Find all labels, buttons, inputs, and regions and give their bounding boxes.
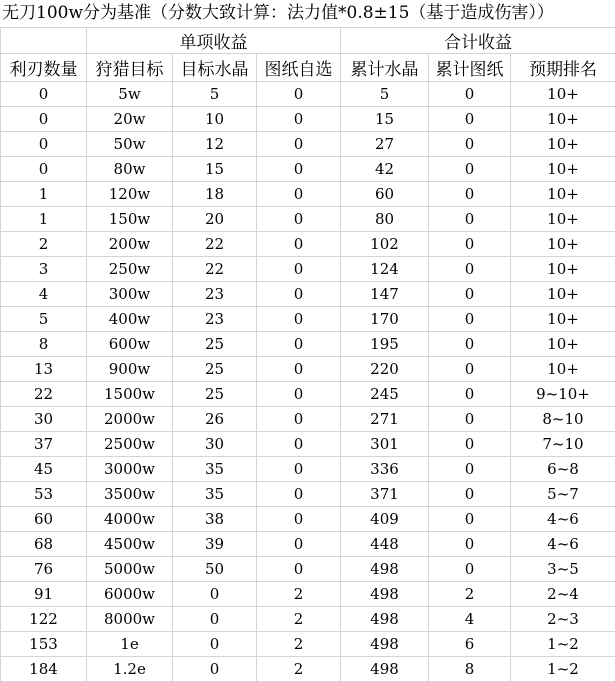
table-cell: 153: [1, 632, 87, 657]
table-body: [1, 82, 615, 682]
table-cell: 600w: [87, 332, 173, 357]
table-cell: 120w: [87, 182, 173, 207]
table-cell: 0: [429, 432, 511, 457]
column-header: 目标水晶: [173, 54, 257, 82]
table-cell: 50w: [87, 132, 173, 157]
table-cell: 18: [173, 182, 257, 207]
table-cell: 3~5: [511, 557, 615, 582]
table-cell: 3: [1, 257, 87, 282]
table-cell: 448: [341, 532, 429, 557]
table-cell: 12: [173, 132, 257, 157]
table-cell: 0: [173, 632, 257, 657]
group-header-blank: [1, 28, 87, 54]
table-cell: 0: [257, 257, 341, 282]
table-row: [1, 232, 615, 257]
table-cell: 10+: [511, 182, 615, 207]
table-cell: 37: [1, 432, 87, 457]
table-cell: 498: [341, 557, 429, 582]
sheet-title: 无刀100w分为基准（分数大致计算：法力值*0.8±15（基于造成伤害））: [0, 0, 615, 27]
table-cell: 150w: [87, 207, 173, 232]
table-cell: 2000w: [87, 407, 173, 432]
table-cell: 0: [257, 282, 341, 307]
table-cell: 35: [173, 482, 257, 507]
table-cell: 2500w: [87, 432, 173, 457]
table-cell: 0: [257, 407, 341, 432]
table-cell: 0: [257, 107, 341, 132]
table-cell: 22: [173, 257, 257, 282]
table-cell: 8~10: [511, 407, 615, 432]
table-cell: 53: [1, 482, 87, 507]
table-cell: 6: [429, 632, 511, 657]
table-cell: 0: [429, 407, 511, 432]
table-cell: 0: [257, 132, 341, 157]
table-cell: 301: [341, 432, 429, 457]
table-cell: 80w: [87, 157, 173, 182]
table-cell: 15: [173, 157, 257, 182]
table-cell: 4500w: [87, 532, 173, 557]
table-row: [1, 132, 615, 157]
table-cell: 102: [341, 232, 429, 257]
table-cell: 0: [173, 582, 257, 607]
table-cell: 336: [341, 457, 429, 482]
table-cell: 42: [341, 157, 429, 182]
table-row: [1, 282, 615, 307]
table-cell: 68: [1, 532, 87, 557]
group-header-single: 单项收益: [87, 28, 341, 54]
table-cell: 5~7: [511, 482, 615, 507]
table-cell: 0: [257, 207, 341, 232]
table-cell: 0: [429, 557, 511, 582]
table-cell: 498: [341, 632, 429, 657]
table-cell: 0: [257, 382, 341, 407]
table-cell: 195: [341, 332, 429, 357]
table-cell: 245: [341, 382, 429, 407]
table-cell: 25: [173, 332, 257, 357]
table-row: [1, 207, 615, 232]
table-cell: 1: [1, 207, 87, 232]
table-cell: 10+: [511, 357, 615, 382]
column-header: 狩猎目标: [87, 54, 173, 82]
table-cell: 0: [257, 357, 341, 382]
table-cell: 3500w: [87, 482, 173, 507]
table-cell: 0: [257, 457, 341, 482]
table-row: [1, 532, 615, 557]
table-cell: 10+: [511, 207, 615, 232]
table-cell: 0: [257, 232, 341, 257]
table-cell: 60: [341, 182, 429, 207]
table-cell: 0: [429, 357, 511, 382]
table-cell: 0: [257, 557, 341, 582]
table-cell: 8: [1, 332, 87, 357]
table-cell: 2: [429, 582, 511, 607]
table-cell: 0: [429, 157, 511, 182]
table-cell: 10+: [511, 157, 615, 182]
table-cell: 5: [173, 82, 257, 107]
table-cell: 7~10: [511, 432, 615, 457]
table-cell: 0: [1, 107, 87, 132]
table-cell: 170: [341, 307, 429, 332]
table-cell: 80: [341, 207, 429, 232]
table-cell: 0: [173, 657, 257, 682]
table-cell: 5: [1, 307, 87, 332]
table-cell: 2: [1, 232, 87, 257]
table-cell: 10+: [511, 82, 615, 107]
column-header-row: [1, 54, 615, 82]
table-cell: 0: [1, 132, 87, 157]
table-cell: 23: [173, 282, 257, 307]
table-cell: 45: [1, 457, 87, 482]
table-cell: 2: [257, 607, 341, 632]
group-header-total: 合计收益: [341, 28, 615, 54]
table-cell: 27: [341, 132, 429, 157]
table-row: [1, 257, 615, 282]
table-cell: 0: [257, 507, 341, 532]
table-cell: 4~6: [511, 532, 615, 557]
table-cell: 0: [429, 457, 511, 482]
group-header-row: [1, 28, 615, 54]
table-cell: 8000w: [87, 607, 173, 632]
table-cell: 1500w: [87, 382, 173, 407]
table-cell: 1: [1, 182, 87, 207]
table-row: [1, 632, 615, 657]
table-cell: 10+: [511, 257, 615, 282]
table-cell: 122: [1, 607, 87, 632]
table-cell: 371: [341, 482, 429, 507]
table-cell: 0: [257, 307, 341, 332]
table-cell: 0: [429, 482, 511, 507]
table-cell: 1~2: [511, 657, 615, 682]
table-cell: 10+: [511, 132, 615, 157]
table-cell: 10+: [511, 282, 615, 307]
table-cell: 0: [173, 607, 257, 632]
table-row: [1, 182, 615, 207]
table-cell: 0: [429, 307, 511, 332]
table-cell: 0: [1, 82, 87, 107]
table-cell: 0: [429, 332, 511, 357]
table-cell: 0: [257, 82, 341, 107]
table-cell: 5: [341, 82, 429, 107]
table-cell: 1.2e: [87, 657, 173, 682]
table-row: [1, 582, 615, 607]
table-cell: 0: [429, 382, 511, 407]
table-cell: 147: [341, 282, 429, 307]
table-cell: 220: [341, 357, 429, 382]
table-cell: 200w: [87, 232, 173, 257]
column-header: 利刃数量: [1, 54, 87, 82]
table-cell: 6~8: [511, 457, 615, 482]
table-cell: 1~2: [511, 632, 615, 657]
table-cell: 0: [257, 482, 341, 507]
table-cell: 50: [173, 557, 257, 582]
table-cell: 5w: [87, 82, 173, 107]
table-cell: 35: [173, 457, 257, 482]
table-cell: 30: [173, 432, 257, 457]
table-cell: 10+: [511, 107, 615, 132]
table-cell: 10: [173, 107, 257, 132]
table-cell: 124: [341, 257, 429, 282]
table-cell: 22: [1, 382, 87, 407]
table-row: [1, 557, 615, 582]
table-cell: 15: [341, 107, 429, 132]
table-cell: 400w: [87, 307, 173, 332]
table-cell: 4000w: [87, 507, 173, 532]
table-cell: 4: [1, 282, 87, 307]
table-cell: 4: [429, 607, 511, 632]
table-cell: 2: [257, 582, 341, 607]
table-cell: 0: [257, 532, 341, 557]
table-cell: 0: [429, 282, 511, 307]
table-cell: 2~4: [511, 582, 615, 607]
table-row: [1, 332, 615, 357]
table-cell: 0: [257, 432, 341, 457]
table-cell: 271: [341, 407, 429, 432]
table-cell: 3000w: [87, 457, 173, 482]
table-cell: 60: [1, 507, 87, 532]
column-header: 累计水晶: [341, 54, 429, 82]
table-row: [1, 432, 615, 457]
table-row: [1, 607, 615, 632]
table-row: [1, 457, 615, 482]
table-cell: 38: [173, 507, 257, 532]
table-cell: 2: [257, 632, 341, 657]
table-cell: 25: [173, 382, 257, 407]
table-cell: 20: [173, 207, 257, 232]
table-cell: 0: [429, 132, 511, 157]
table-cell: 300w: [87, 282, 173, 307]
table-row: [1, 507, 615, 532]
table-cell: 900w: [87, 357, 173, 382]
table-cell: 76: [1, 557, 87, 582]
table-cell: 0: [429, 532, 511, 557]
data-table: [0, 27, 615, 682]
table-cell: 498: [341, 657, 429, 682]
table-cell: 498: [341, 607, 429, 632]
table-cell: 6000w: [87, 582, 173, 607]
column-header: 预期排名: [511, 54, 615, 82]
table-cell: 8: [429, 657, 511, 682]
table-row: [1, 157, 615, 182]
column-header: 图纸自选: [257, 54, 341, 82]
table-cell: 20w: [87, 107, 173, 132]
table-row: [1, 307, 615, 332]
table-cell: 13: [1, 357, 87, 382]
column-header: 累计图纸: [429, 54, 511, 82]
table-cell: 0: [429, 82, 511, 107]
table-cell: 0: [257, 157, 341, 182]
table-cell: 250w: [87, 257, 173, 282]
table-cell: 10+: [511, 332, 615, 357]
table-row: [1, 382, 615, 407]
table-cell: 10+: [511, 307, 615, 332]
table-cell: 22: [173, 232, 257, 257]
table-row: [1, 357, 615, 382]
table-cell: 4~6: [511, 507, 615, 532]
table-row: [1, 82, 615, 107]
table-row: [1, 107, 615, 132]
table-cell: 25: [173, 357, 257, 382]
table-cell: 26: [173, 407, 257, 432]
table-cell: 1e: [87, 632, 173, 657]
table-cell: 0: [257, 182, 341, 207]
table-cell: 0: [429, 107, 511, 132]
table-cell: 2~3: [511, 607, 615, 632]
table-cell: 39: [173, 532, 257, 557]
table-cell: 409: [341, 507, 429, 532]
table-cell: 10+: [511, 232, 615, 257]
table-cell: 30: [1, 407, 87, 432]
table-cell: 184: [1, 657, 87, 682]
table-cell: 2: [257, 657, 341, 682]
table-cell: 498: [341, 582, 429, 607]
table-cell: 0: [429, 507, 511, 532]
table-row: [1, 482, 615, 507]
table-cell: 0: [429, 232, 511, 257]
table-cell: 0: [1, 157, 87, 182]
table-row: [1, 407, 615, 432]
table-cell: 23: [173, 307, 257, 332]
table-cell: 0: [429, 207, 511, 232]
table-cell: 0: [429, 257, 511, 282]
table-cell: 91: [1, 582, 87, 607]
table-cell: 0: [429, 182, 511, 207]
table-cell: 5000w: [87, 557, 173, 582]
table-cell: 9~10+: [511, 382, 615, 407]
table-cell: 0: [257, 332, 341, 357]
